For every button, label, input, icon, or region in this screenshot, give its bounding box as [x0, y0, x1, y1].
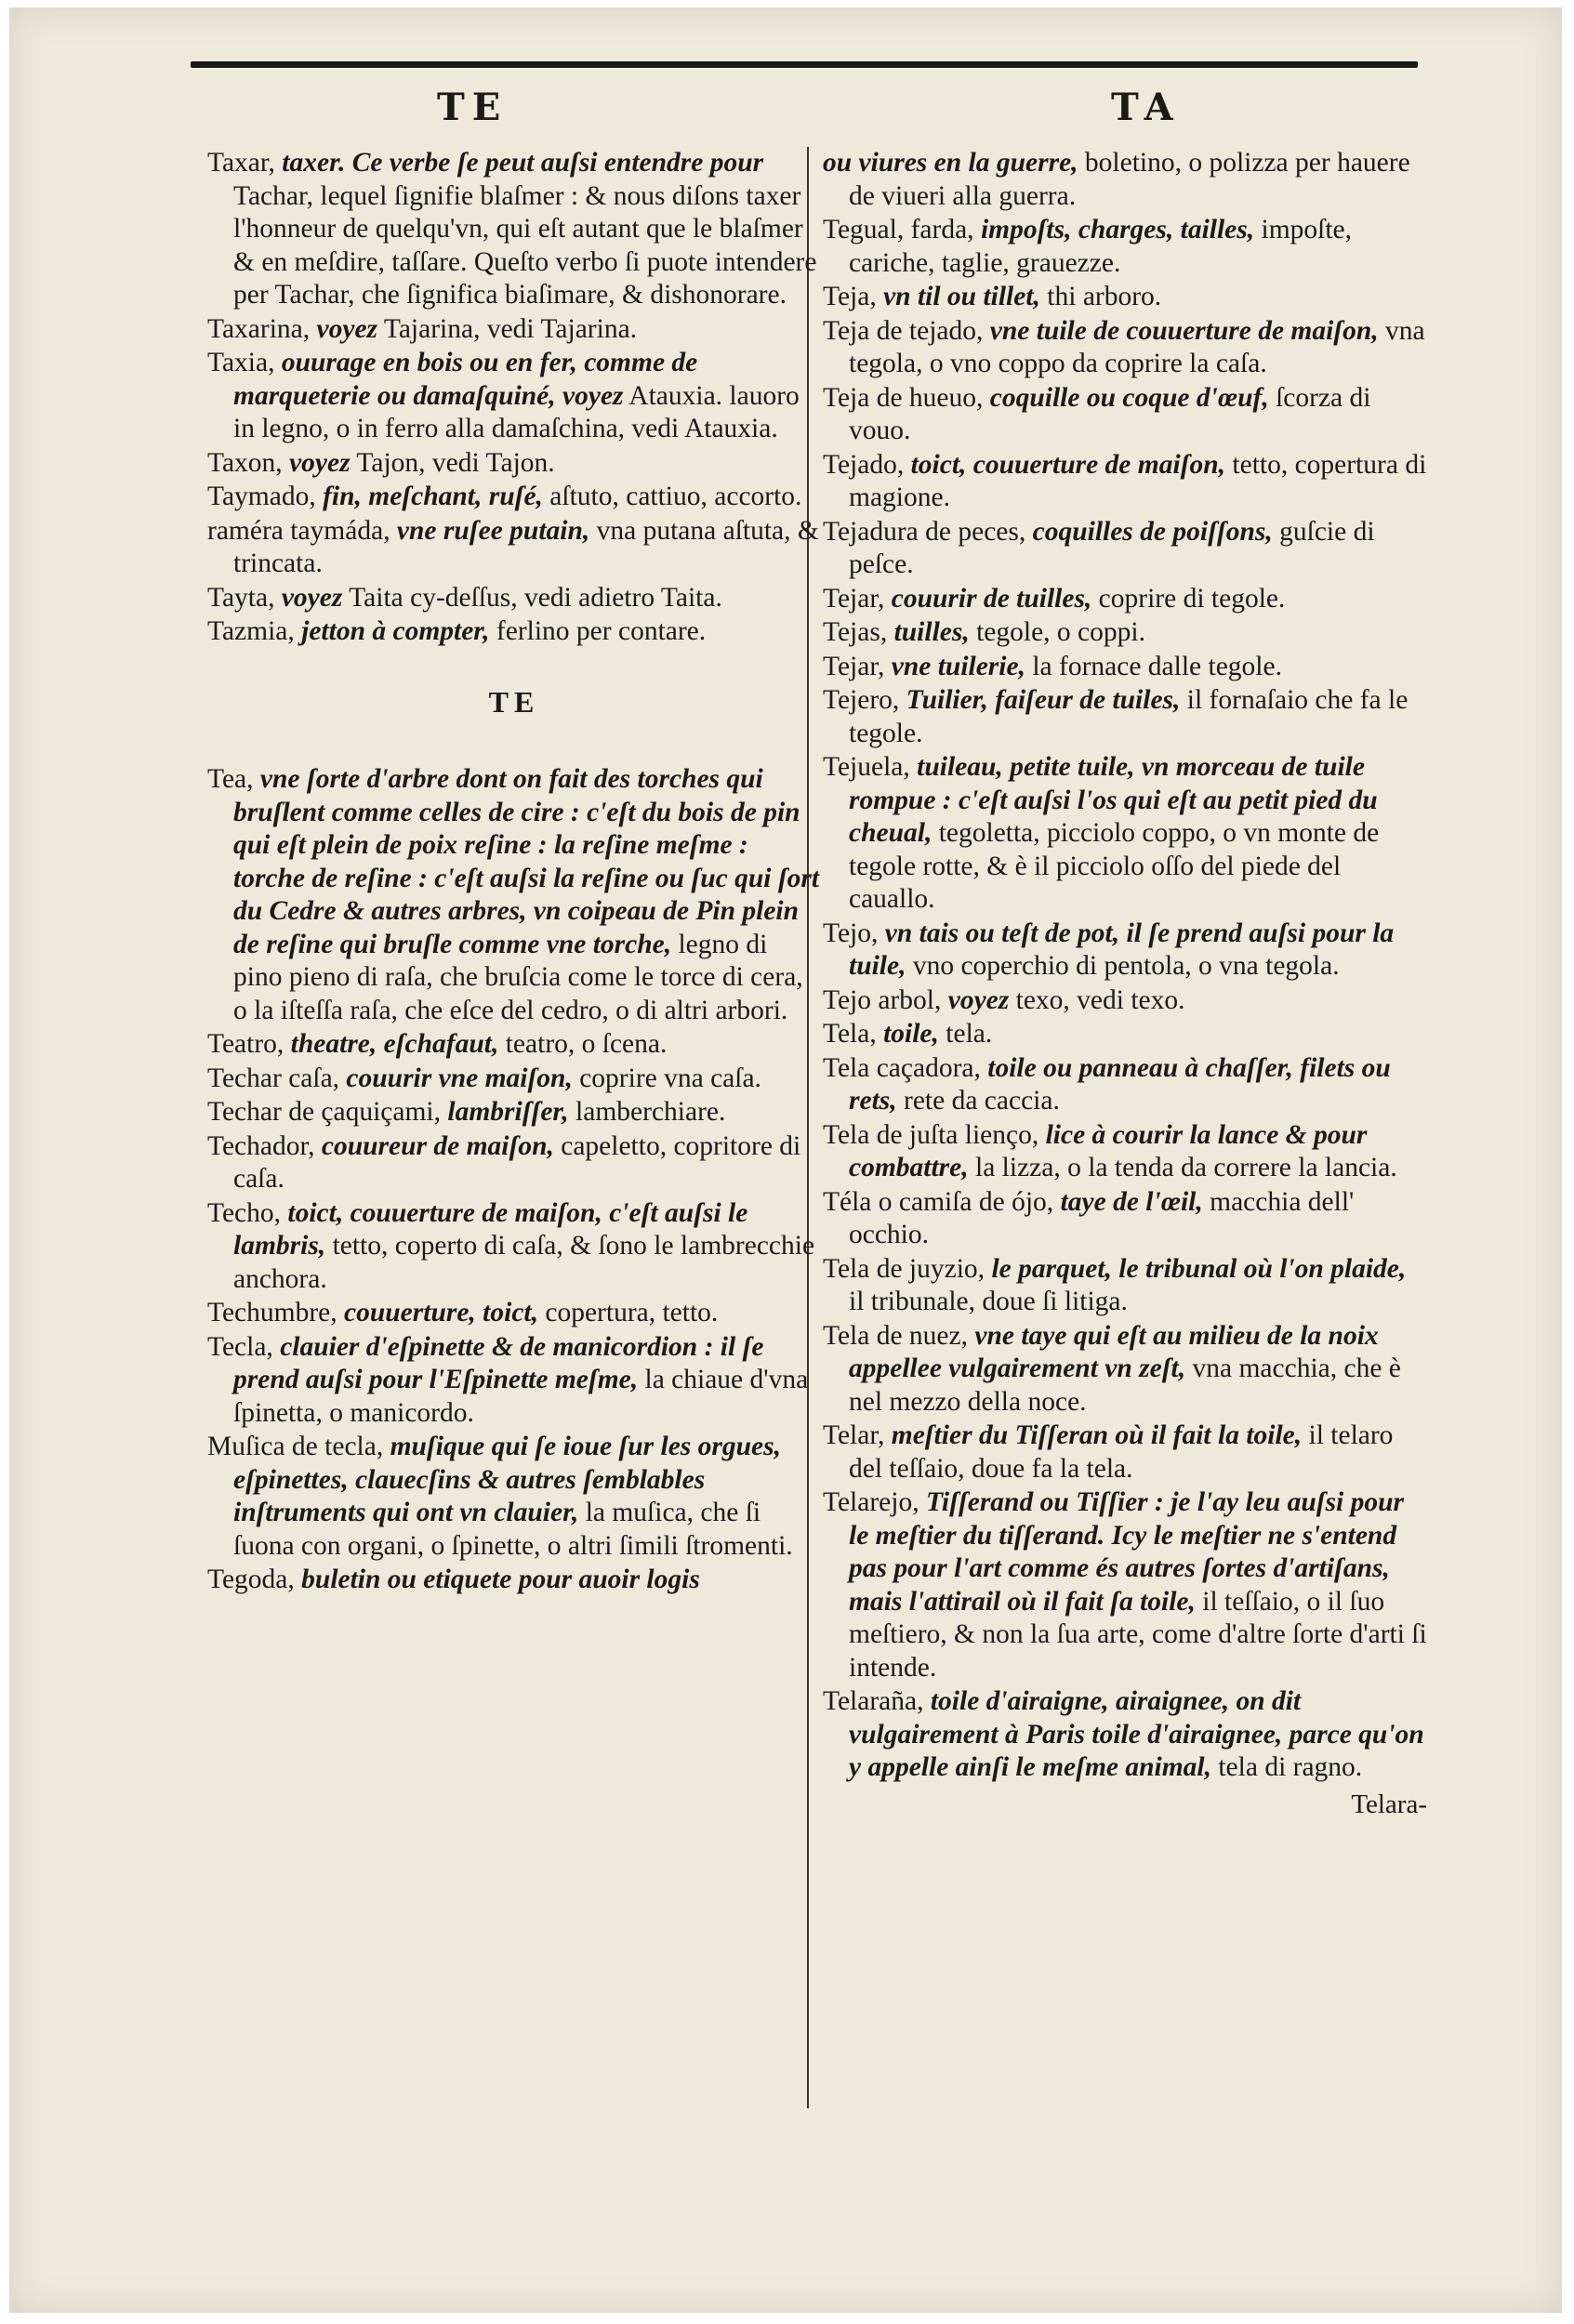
entry-italian: rete da caccia. — [896, 1086, 1060, 1116]
dictionary-entry — [207, 147, 821, 312]
dictionary-entry — [823, 616, 1427, 650]
entry-headword: Taxia, — [207, 348, 282, 377]
dictionary-entry — [207, 1130, 821, 1196]
entry-italian: tetto, copertura di magione. — [849, 449, 1427, 512]
dictionary-entry — [207, 1063, 821, 1096]
dictionary-entry — [207, 1297, 821, 1330]
entries-group-b — [207, 763, 821, 1597]
entry-italian: ſcorza di vouo. — [849, 382, 1371, 445]
entry-french: vne ruſee putain, — [396, 515, 590, 546]
dictionary-entry — [207, 1096, 821, 1129]
dictionary-entry — [823, 651, 1427, 684]
entry-french: vne tuile de couuerture de maiſon, — [989, 315, 1379, 346]
dictionary-entry — [823, 984, 1427, 1018]
entry-italian: tegoletta, picciolo coppo, o vn monte de tegole rotte, & è il picciolo oſſo del piede del cauallo. — [849, 818, 1380, 914]
entry-italian: la lizza, o la tenda da correre la lancia. — [968, 1153, 1397, 1182]
entry-headword: Techo, — [207, 1197, 288, 1228]
entry-headword: Teja, — [823, 282, 884, 311]
entry-headword: Tejar, — [823, 651, 892, 681]
entry-french: Tiſſerand ou Tiſſier : je l'ay leu auſsi pour le meſtier du tiſſerand. Icy le meſtier ne s'entend pas pour l'art comme és autres ſortes d'artiſans, mais l'attirail où il fait ſa toile, — [849, 1487, 1405, 1617]
entry-italian: lamberchiare. — [568, 1097, 726, 1127]
running-head-left: TE — [437, 86, 509, 129]
dictionary-entry — [823, 684, 1427, 750]
entry-french: Tuilier, faiſeur de tuiles, — [906, 685, 1181, 715]
entry-italian: thi arboro. — [1039, 282, 1162, 311]
dictionary-entry — [207, 515, 821, 581]
entry-french: toict, couuerture de maiſon, — [910, 449, 1226, 480]
entry-french: ouurage en bois ou en fer, comme de marqueterie ou damaſquiné, voyez — [233, 348, 698, 411]
entry-headword: Telaraña, — [823, 1686, 931, 1716]
dictionary-entry — [823, 918, 1427, 984]
entry-headword: Tela de nuez, — [823, 1320, 975, 1351]
dictionary-entry — [207, 347, 821, 446]
entry-french: couuerture, toict, — [344, 1298, 538, 1327]
catchword: Telara- — [1351, 1789, 1427, 1819]
entry-italian: il teſſaio, o il ſuo meſtiero, & non la ſua arte, come d'altre ſorte d'arti ſi intende. — [849, 1586, 1427, 1683]
entry-french: jetton à compter, — [301, 616, 490, 646]
left-column — [207, 147, 821, 1598]
entry-headword: Taymado, — [207, 482, 324, 511]
entry-headword: Teja de hueuo, — [823, 382, 990, 413]
entry-italian: tegole, o coppi. — [969, 617, 1145, 647]
dictionary-entry — [207, 447, 821, 481]
entry-headword: Tazmia, — [207, 616, 302, 646]
dictionary-entry — [207, 1197, 821, 1297]
entry-french: tuilles, — [893, 617, 970, 647]
dictionary-entry — [207, 1028, 821, 1062]
entry-french: voyez — [281, 582, 343, 613]
entry-italian: vna tegola, o vno coppo da coprire la caſa. — [849, 315, 1425, 378]
entry-french: vne taye qui eſt au milieu de la noix appellee vulgairement vn zeſt, — [849, 1320, 1379, 1383]
entry-headword: Tejo arbol, — [823, 984, 948, 1015]
entry-headword: Telar, — [823, 1420, 892, 1450]
entry-french: fin, meſchant, ruſé, — [323, 482, 543, 511]
entry-headword: Techador, — [207, 1130, 322, 1161]
entry-italian: vna macchia, che è nel mezzo della noce. — [849, 1353, 1401, 1417]
entry-headword: Tejado, — [823, 449, 911, 480]
entry-french: muſique qui ſe ioue ſur les orgues, eſpinettes, clauecſins & autres ſemblables inſtruments qui ont vn clauier, — [233, 1432, 781, 1527]
dictionary-entry — [823, 449, 1427, 515]
entry-italian: Atauxia. lauoro in legno, o in ferro alla damaſchina, vedi Atauxia. — [233, 380, 800, 443]
dictionary-entry — [823, 1052, 1427, 1118]
entry-italian: ferlino per contare. — [489, 616, 707, 646]
section-heading: TE — [488, 684, 540, 719]
entry-french: voyez — [289, 447, 351, 478]
entry-french: couurir de tuilles, — [891, 583, 1092, 614]
entry-italian: la fornace dalle tegole. — [1025, 651, 1282, 681]
entry-italian: il fornaſaio che fa le tegole. — [849, 685, 1409, 748]
entry-headword: Telarejo, — [823, 1487, 926, 1517]
dictionary-entry — [823, 1320, 1427, 1419]
entry-headword: Tejo, — [823, 918, 885, 948]
dictionary-entry — [823, 147, 1427, 213]
entry-italian: aſtuto, cattiuo, accorto. — [542, 482, 802, 511]
dictionary-entry — [207, 615, 821, 649]
entry-headword: raméra taymáda, — [207, 515, 397, 546]
entry-italian: il telaro del teſſaio, doue fa la tela. — [849, 1420, 1394, 1484]
entry-headword: Tejas, — [823, 617, 894, 647]
entry-french: tuileau, petite tuile, vn morceau de tuile rompue : c'eſt auſsi l'os qui eſt au petit pied du cheual, — [849, 752, 1378, 848]
entry-headword: Teatro, — [207, 1029, 291, 1059]
entry-french: impoſts, charges, tailles, — [980, 215, 1255, 244]
right-column — [823, 147, 1427, 1821]
entry-headword: Taxarina, — [207, 313, 317, 344]
dictionary-entry — [823, 1186, 1427, 1252]
entry-italian: guſcie di peſce. — [849, 516, 1375, 579]
entry-headword: Tela de juſta lienço, — [823, 1119, 1046, 1150]
entry-french: vne ſorte d'arbre dont on fait des torches qui bruſlent comme celles de cire : c'eſt du bois de pin qui eſt plein de poix reſine : la reſine meſme : torche de reſine : c'eſt auſsi la reſine ou ſuc qui ſort du Cedre & autres arbres, vn coipeau de Pin plein de reſine qui bruſle comme vne torche, — [233, 764, 820, 959]
entry-french: taye de l'œil, — [1060, 1186, 1203, 1217]
dictionary-entry — [823, 315, 1427, 381]
dictionary-entry — [823, 1685, 1427, 1785]
entry-headword: Taxar, — [207, 148, 283, 178]
entry-italian: coprire di tegole. — [1091, 583, 1286, 614]
dictionary-entry — [823, 751, 1427, 917]
entries-group-right — [823, 147, 1427, 1785]
entry-headword: Tejuela, — [823, 752, 918, 782]
entry-italian: tetto, coperto di caſa, & ſono le lambrecchie anchora. — [233, 1231, 815, 1294]
entry-italian: tela di ragno. — [1210, 1752, 1363, 1782]
dictionary-entry — [823, 1419, 1427, 1486]
entry-french: taxer. Ce verbe ſe peut auſsi entendre pour — [282, 148, 764, 178]
dictionary-entry — [823, 281, 1427, 314]
entry-french: lice à courir la lance & pour combattre, — [849, 1119, 1368, 1182]
entry-italian: la chiaue d'vna ſpinetta, o manicordo. — [233, 1365, 809, 1428]
entry-french: clauier d'eſpinette & de manicordion : il ſe prend auſsi pour l'Eſpinette meſme, — [233, 1331, 764, 1394]
entry-headword: Muſica de tecla, — [207, 1432, 390, 1461]
entry-french: theatre, eſchafaut, — [290, 1029, 499, 1059]
entry-italian: copertura, tetto. — [537, 1298, 719, 1327]
entry-italian: Taita cy-deſſus, vedi adietro Taita. — [342, 582, 722, 613]
dictionary-entry — [823, 516, 1427, 582]
entry-french: voyez — [947, 984, 1010, 1015]
dictionary-entry — [823, 1253, 1427, 1319]
entries-group-a — [207, 147, 821, 649]
entry-french: vne tuilerie, — [891, 651, 1025, 681]
entry-italian: vno coperchio di pentola, o vna tegola. — [906, 951, 1340, 981]
entry-italian: Tachar, lequel ſignifie blaſmer : & nous diſons taxer l'honneur de quelqu'vn, qui eſt autant que le blaſmer & en meſdire, taſſare. Queſto verbo ſi puote intendere per Tachar, che ſignifica biaſimare, & dishonorare. — [233, 180, 817, 310]
dictionary-entry — [207, 763, 821, 1027]
entry-french: toile, — [883, 1019, 939, 1049]
entry-french: coquille ou coque d'œuf, — [989, 382, 1269, 413]
dictionary-entry — [823, 1486, 1427, 1684]
dictionary-entry — [207, 313, 821, 347]
dictionary-entry — [207, 1431, 821, 1563]
entry-italian: Tajarina, vedi Tajarina. — [377, 313, 638, 344]
entry-french: ou viures en la guerre, — [823, 148, 1078, 178]
entry-italian: teatro, o ſcena. — [498, 1029, 668, 1059]
entry-headword: Tejadura de peces, — [823, 516, 1033, 547]
entry-headword: Tejar, — [823, 583, 892, 614]
entry-headword: Teja de tejado, — [823, 315, 990, 346]
entry-headword: Techumbre, — [207, 1298, 345, 1327]
entry-french: couurir vne maiſon, — [346, 1063, 573, 1093]
entry-headword: Tela, — [823, 1019, 884, 1049]
dictionary-entry — [207, 481, 821, 514]
dictionary-entry — [823, 1119, 1427, 1185]
entry-italian: la muſica, che ſi ſuona con organi, o ſpinette, o altri ſimili ſtromenti. — [233, 1498, 793, 1561]
entry-french: coquilles de poiſſons, — [1032, 516, 1273, 547]
entry-headword: Tela de juyzio, — [823, 1253, 992, 1284]
entry-headword: Tela caçadora, — [823, 1052, 988, 1083]
entry-italian: il tribunale, doue ſi litiga. — [849, 1287, 1128, 1316]
entry-headword: Techar caſa, — [207, 1063, 347, 1093]
dictionary-entry — [823, 583, 1427, 616]
entry-french: voyez — [316, 313, 378, 344]
entry-italian: tela. — [938, 1019, 993, 1049]
entry-french: toict, couuerture de maiſon, c'eſt auſsi le lambris, — [233, 1197, 748, 1261]
entry-french: vn tais ou teſt de pot, il ſe prend auſsi pour la tuile, — [849, 918, 1395, 981]
entry-italian: macchia dell' occhio. — [849, 1186, 1355, 1249]
entry-italian: vna putana aſtuta, & trincata. — [233, 515, 819, 578]
entry-italian: capeletto, copritore di caſa. — [233, 1130, 801, 1194]
entry-headword: Tegoda, — [207, 1565, 302, 1594]
entry-italian: impoſte, cariche, taglie, grauezze. — [849, 215, 1353, 278]
dictionary-entry — [823, 382, 1427, 448]
entry-headword: Téla o camiſa de ójo, — [823, 1186, 1061, 1217]
entry-italian: legno di pino pieno di raſa, che bruſcia come le torce di cera, o la iſteſſa raſa, che eſce del cedro, o di altri arbori. — [233, 929, 803, 1025]
entry-french: le parquet, le tribunal où l'on plaide, — [991, 1253, 1407, 1284]
entry-headword: Techar de çaquiçami, — [207, 1097, 448, 1127]
header-rule — [191, 61, 1418, 68]
entry-french: buletin ou etiquete pour auoir logis — [301, 1565, 700, 1594]
entry-headword: Tegual, farda, — [823, 215, 981, 244]
entry-french: toile d'airaigne, airaignee, on dit vulgairement à Paris toile d'airaignee, parce qu'on y appelle ainſi le meſme animal, — [849, 1686, 1424, 1782]
entry-french: meſtier du Tiſſeran où il fait la toile, — [891, 1420, 1303, 1450]
dictionary-entry — [207, 1331, 821, 1431]
entry-headword: Tayta, — [207, 582, 282, 613]
entry-italian: coprire vna caſa. — [572, 1063, 761, 1093]
entry-french: vn til ou tillet, — [883, 282, 1040, 311]
entry-french: lambriſſer, — [447, 1097, 569, 1127]
entry-headword: Tecla, — [207, 1331, 281, 1362]
entry-headword: Tea, — [207, 764, 260, 794]
entry-french: toile ou panneau à chaſſer, filets ou rets, — [849, 1052, 1391, 1116]
entry-headword: Tejero, — [823, 685, 906, 715]
entry-headword: Taxon, — [207, 447, 290, 478]
running-head-right: TA — [1111, 86, 1181, 129]
dictionary-entry — [207, 582, 821, 615]
entry-italian: boletino, o polizza per hauere de viueri alla guerra. — [849, 148, 1410, 211]
entry-french: couureur de maiſon, — [321, 1130, 554, 1161]
entry-italian: texo, vedi texo. — [1009, 984, 1185, 1015]
dictionary-entry — [823, 214, 1427, 280]
book-page — [9, 7, 1562, 2313]
entry-italian: Tajon, vedi Tajon. — [350, 447, 555, 478]
dictionary-entry — [207, 1564, 821, 1597]
dictionary-entry — [823, 1018, 1427, 1051]
